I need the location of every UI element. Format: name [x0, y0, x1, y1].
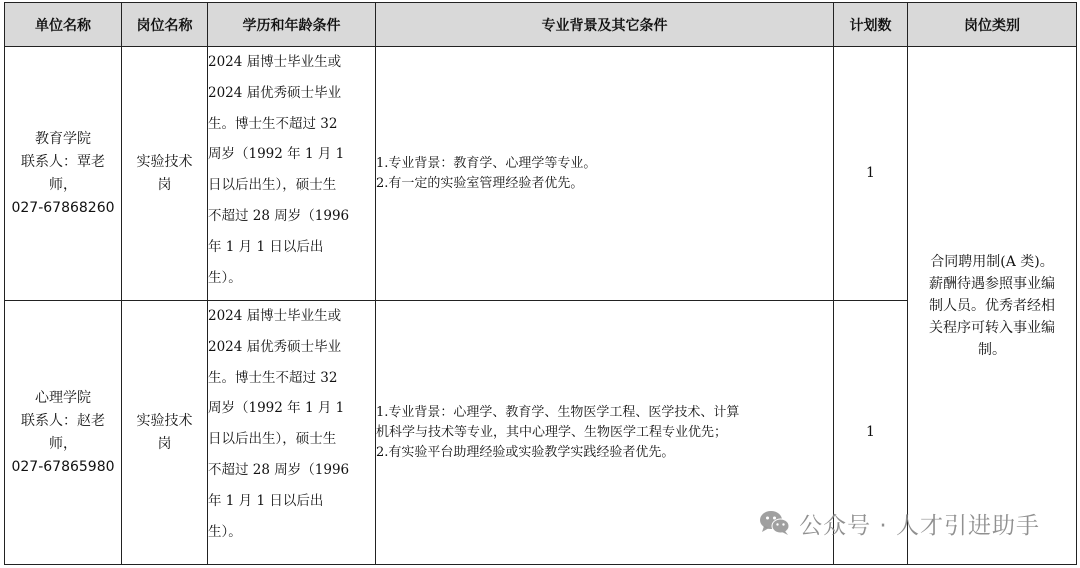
major-line: 1.专业背景：心理学、教育学、生物医学工程、医学技术、计算 [376, 404, 740, 420]
unit-phone: 027-67865980 [11, 458, 115, 475]
wechat-watermark [759, 503, 1040, 543]
post-cell [122, 47, 208, 301]
edu-line: 年 1 月 1 日以后出 [208, 238, 324, 255]
unit-name: 教育学院 [35, 130, 91, 147]
edu-line: 周岁（1992 年 1 月 1 [208, 146, 345, 163]
category-line: 制人员。优秀者经相 [929, 297, 1055, 314]
post-cell [122, 301, 208, 565]
edu-line: 2024 届博士毕业生或 [208, 308, 342, 324]
unit-name: 心理学院 [35, 389, 91, 406]
edu-line: 不超过 28 周岁（1996 [208, 207, 350, 224]
major-line: 2.有一定的实验室管理经验者优先。 [376, 175, 584, 191]
post-name: 实验技术 [136, 412, 193, 429]
header-major-conditions: 专业背景及其它条件 [376, 3, 834, 47]
edu-line: 日以后出生），硕士生 [208, 431, 337, 448]
edu-line: 不超过 28 周岁（1996 [208, 461, 350, 478]
unit-cell [5, 301, 122, 565]
post-name-cont: 岗 [157, 176, 172, 193]
header-unit-name: 单位名称 [5, 3, 122, 47]
unit-phone: 027-67868260 [11, 199, 115, 216]
unit-contact-cont: 师， [49, 435, 77, 452]
table-row [5, 47, 1077, 301]
category-line: 薪酬待遇参照事业编 [929, 275, 1055, 292]
major-cell [376, 47, 834, 301]
header-plan-count: 计划数 [834, 3, 908, 47]
edu-line: 周岁（1992 年 1 月 1 [208, 400, 345, 417]
post-name-cont: 岗 [157, 435, 172, 452]
header-education-age: 学历和年龄条件 [208, 3, 376, 47]
wechat-icon [759, 509, 791, 537]
edu-line: 2024 届优秀硕士毕业 [208, 338, 342, 355]
edu-line: 生。博士生不超过 32 [208, 115, 338, 132]
header-post-category: 岗位类别 [908, 3, 1077, 47]
edu-line: 年 1 月 1 日以后出 [208, 492, 324, 509]
education-cell [208, 301, 376, 565]
edu-line: 2024 届优秀硕士毕业 [208, 84, 342, 101]
unit-contact: 联系人：覃老 [21, 153, 105, 170]
unit-cell [5, 47, 122, 301]
watermark-text: 公众号 · 人才引进助手 [799, 512, 1040, 539]
post-category-cell [908, 47, 1077, 565]
category-line: 制。 [978, 341, 1006, 358]
edu-line: 生）。 [208, 523, 242, 540]
header-post-name: 岗位名称 [122, 3, 208, 47]
edu-line: 生）。 [208, 269, 242, 286]
post-name: 实验技术 [136, 153, 193, 170]
major-line: 2.有实验平台助理经验或实验教学实践经验者优先。 [376, 444, 675, 460]
edu-line: 2024 届博士毕业生或 [208, 54, 342, 70]
unit-contact-cont: 师， [49, 176, 77, 193]
category-line: 合同聘用制(A 类)。 [930, 253, 1054, 270]
header-row [5, 3, 1077, 47]
plan-count: 1 [834, 47, 908, 301]
education-cell [208, 47, 376, 301]
major-line: 机科学与技术等专业，其中心理学、生物医学工程专业优先； [376, 424, 728, 440]
unit-contact: 联系人：赵老 [21, 412, 105, 429]
major-line: 1.专业背景：教育学、心理学等专业。 [376, 155, 597, 171]
plan-count: 1 [834, 301, 908, 565]
edu-line: 日以后出生），硕士生 [208, 177, 337, 194]
recruitment-table [4, 2, 1077, 565]
category-line: 关程序可转入事业编 [929, 319, 1055, 336]
edu-line: 生。博士生不超过 32 [208, 369, 338, 386]
